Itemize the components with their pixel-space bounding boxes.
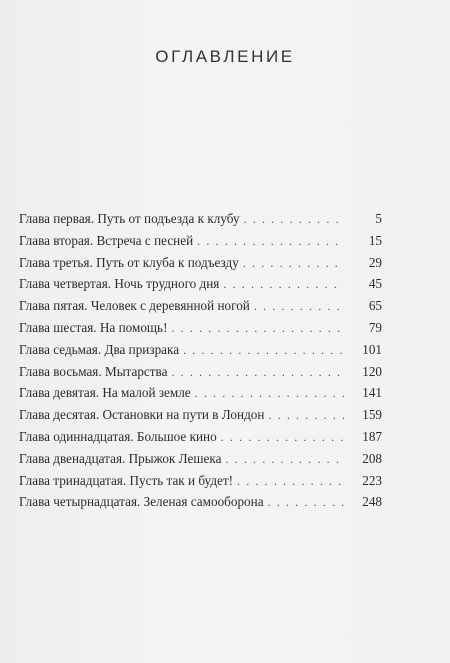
dot-leader — [171, 321, 344, 336]
dot-leader — [254, 299, 344, 314]
dot-leader — [195, 386, 344, 401]
toc-entry-page: 159 — [362, 407, 382, 423]
toc-entry-title: Глава тринадцатая. Пусть так и будет! — [19, 472, 234, 488]
toc-entry-title: Глава одиннадцатая. Большое кино — [19, 428, 217, 444]
toc-entry — [19, 451, 382, 473]
dot-leader — [225, 452, 344, 467]
dot-leader — [243, 256, 344, 271]
dot-leader — [268, 408, 344, 423]
toc-entry-title: Глава шестая. На помощь! — [19, 319, 168, 335]
dot-leader — [268, 495, 344, 510]
toc-entry — [19, 407, 382, 429]
toc-entry — [19, 233, 382, 255]
toc-entry — [19, 255, 382, 277]
dot-leader — [221, 430, 344, 445]
toc-entry-page: 223 — [362, 472, 382, 488]
dot-leader — [197, 234, 344, 249]
toc-entry-title: Глава десятая. Остановки на пути в Лондон — [19, 407, 265, 423]
toc-entry-page: 187 — [362, 428, 382, 444]
toc-entry-page: 15 — [368, 232, 382, 248]
toc-entry-page: 29 — [368, 254, 382, 270]
dot-leader — [244, 212, 344, 227]
toc-entry-title: Глава двенадцатая. Прыжок Лешека — [19, 450, 222, 466]
toc-entry — [19, 298, 382, 320]
toc-entry — [19, 385, 382, 407]
toc-entry-title: Глава четырнадцатая. Зеленая самооборона — [19, 494, 264, 510]
toc-entry — [19, 364, 382, 386]
toc-entry-title: Глава девятая. На малой земле — [19, 385, 191, 401]
toc-entry-page: 5 — [375, 211, 382, 226]
page-title: ОГЛАВЛЕНИЕ — [155, 47, 295, 66]
toc-entry-page: 65 — [368, 298, 382, 314]
toc-entry — [19, 211, 382, 233]
toc-entry-page: 79 — [368, 319, 382, 335]
dot-leader — [223, 277, 344, 292]
toc-entry-title: Глава четвертая. Ночь трудного дня — [19, 276, 220, 292]
toc-entry-page: 208 — [362, 450, 382, 466]
dot-leader — [171, 365, 344, 380]
toc-entry-title: Глава восьмая. Мытарства — [19, 363, 168, 379]
toc-entry-page: 101 — [362, 341, 382, 357]
toc-entry-title: Глава первая. Путь от подъезда к клубу — [19, 211, 240, 226]
toc-entry-title: Глава седьмая. Два призрака — [19, 341, 180, 357]
toc-entry-title: Глава пятая. Человек с деревянной ногой — [19, 298, 250, 314]
toc-entry — [19, 276, 382, 298]
toc-entry — [19, 429, 382, 451]
toc-entry-title: Глава вторая. Встреча с песней — [19, 232, 194, 248]
toc-entry — [19, 494, 382, 516]
toc-entry — [19, 473, 382, 495]
toc-entry-page: 141 — [362, 385, 382, 401]
toc-entry-page: 120 — [362, 363, 382, 379]
toc-entry — [19, 320, 382, 342]
dot-leader — [183, 343, 344, 358]
toc-entry — [19, 342, 382, 364]
dot-leader — [237, 474, 344, 489]
table-of-contents — [19, 211, 382, 516]
toc-entry-title: Глава третья. Путь от клуба к подъезду — [19, 254, 239, 270]
toc-entry-page: 248 — [362, 494, 382, 510]
toc-entry-page: 45 — [368, 276, 382, 292]
